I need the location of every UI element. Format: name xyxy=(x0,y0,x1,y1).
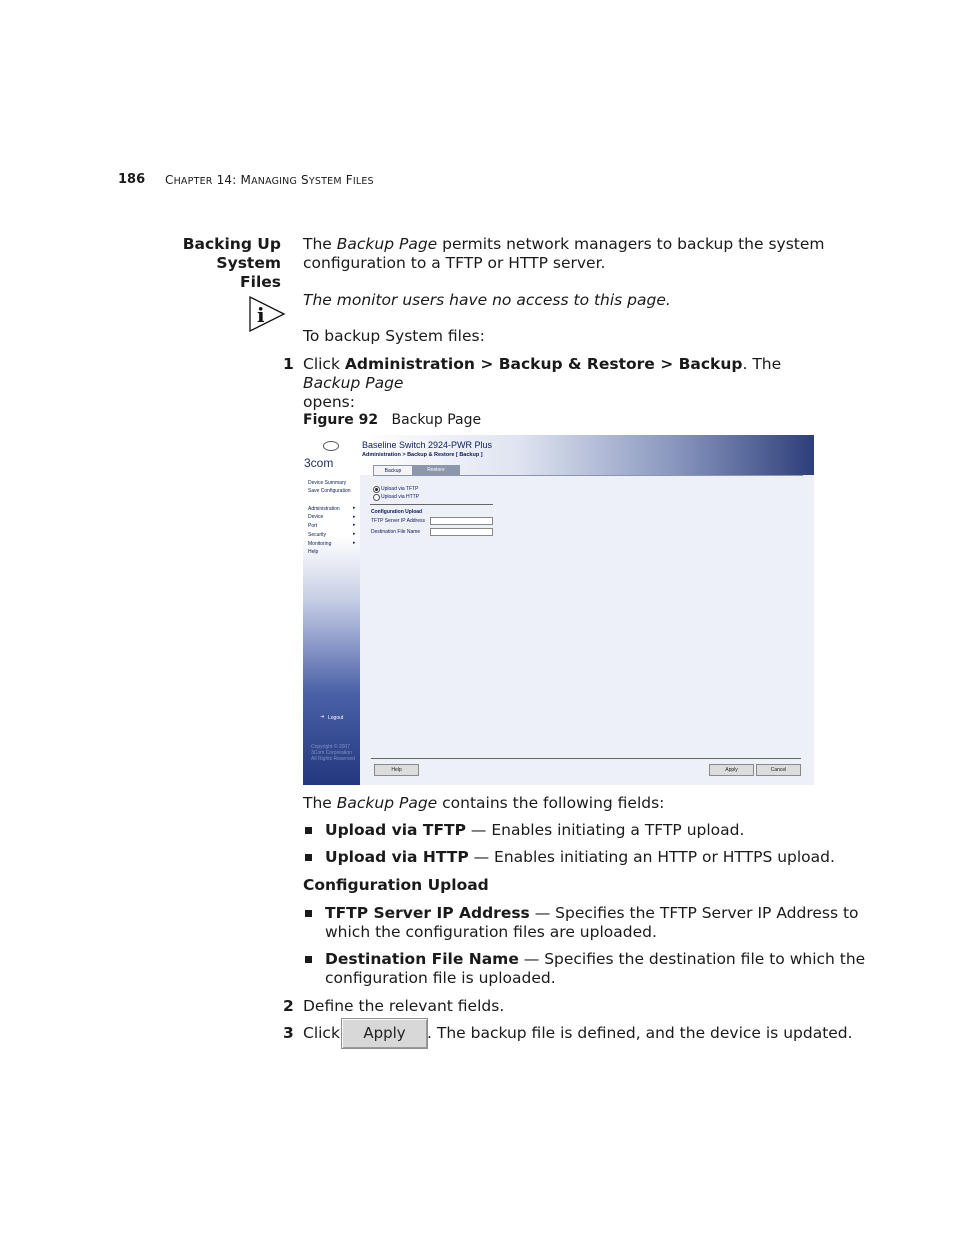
tftp-server-label: TFTP Server IP Address xyxy=(371,518,426,524)
fields-intro: The Backup Page contains the following fields: xyxy=(303,794,665,812)
tab-underline xyxy=(373,475,803,476)
tftp-server-input[interactable] xyxy=(430,517,493,525)
bullet-icon xyxy=(305,827,312,834)
bullet-icon xyxy=(305,956,312,963)
footer-divider xyxy=(371,758,801,759)
screenshot-sidebar xyxy=(303,475,360,785)
chevron-right-icon: ▸ xyxy=(353,505,356,511)
radio-http[interactable] xyxy=(373,494,380,501)
step-2-text: Define the relevant fields. xyxy=(303,997,505,1015)
logout-link[interactable]: Logout xyxy=(328,715,344,721)
radio-tftp-label: Upload via TFTP xyxy=(381,486,419,492)
divider xyxy=(370,504,493,505)
step-3-text: . The backup file is defined, and the device is updated. xyxy=(427,1024,853,1042)
step-1-number: 1 xyxy=(283,355,294,373)
chevron-right-icon: ▸ xyxy=(353,531,356,537)
nav-device-summary[interactable]: Device Summary xyxy=(308,480,347,486)
config-upload-subheading: Configuration Upload xyxy=(303,876,489,894)
logo-swirl-icon xyxy=(323,441,339,451)
bullet-icon xyxy=(305,910,312,917)
nav-port[interactable]: Port xyxy=(308,523,318,529)
to-backup-text: To backup System files: xyxy=(303,327,485,345)
page-number: 186 xyxy=(118,172,146,187)
apply-button-image: Apply xyxy=(341,1018,428,1049)
step-2-number: 2 xyxy=(283,997,294,1015)
bullet-icon xyxy=(305,854,312,861)
copyright-line-1: Copyright © 2007 xyxy=(311,744,350,750)
step-1-text: Click Administration > Backup & Restore > Backup. The Backup Page opens: xyxy=(303,355,782,411)
device-title: Baseline Switch 2924-PWR Plus xyxy=(362,440,493,450)
nav-help[interactable]: Help xyxy=(308,549,319,555)
tab-backup[interactable]: Backup xyxy=(373,465,413,476)
nav-save-configuration[interactable]: Save Configuration xyxy=(308,488,351,494)
help-button[interactable]: Help xyxy=(374,764,419,776)
bullet-tftp-server: TFTP Server IP Address — Specifies the TFTP Server IP Address to which the configuration files are uploaded. xyxy=(325,904,859,941)
nav-device[interactable]: Device xyxy=(308,514,324,520)
chevron-right-icon: ▸ xyxy=(353,522,356,528)
nav-administration[interactable]: Administration xyxy=(308,506,340,512)
destination-file-input[interactable] xyxy=(430,528,493,536)
logout-icon[interactable]: ⇥ xyxy=(320,714,325,720)
intro-paragraph: The Backup Page permits network managers to backup the system configuration to a TFTP or HTTP server. xyxy=(303,235,825,272)
apply-button[interactable]: Apply xyxy=(709,764,754,776)
info-note-icon xyxy=(247,294,287,334)
backup-page-screenshot xyxy=(303,435,814,785)
bullet-destination-file: Destination File Name — Specifies the destination file to which the configuration file is uploaded. xyxy=(325,950,866,987)
bullet-upload-http: Upload via HTTP — Enables initiating an HTTP or HTTPS upload. xyxy=(325,848,835,866)
nav-security[interactable]: Security xyxy=(308,532,327,538)
svg-text:i: i xyxy=(257,303,265,327)
chevron-right-icon: ▸ xyxy=(353,540,356,546)
chapter-title: CHAPTER 14: MANAGING SYSTEM FILES xyxy=(165,173,374,187)
section-heading: Backing Up System Files xyxy=(182,235,281,291)
logo-area xyxy=(303,435,360,475)
nav-monitoring[interactable]: Monitoring xyxy=(308,541,332,547)
figure-caption: Figure 92 Backup Page xyxy=(303,412,482,428)
config-upload-heading: Configuration Upload xyxy=(371,509,423,515)
copyright-line-3: All Rights Reserved xyxy=(311,756,355,762)
step-3-number: 3 xyxy=(283,1024,294,1042)
copyright-line-2: 3Com Corporation xyxy=(311,750,352,756)
step-3-click: Click xyxy=(303,1024,340,1042)
destination-file-label: Destination File Name xyxy=(371,529,421,535)
tab-restore[interactable]: Restore xyxy=(412,465,460,475)
chevron-right-icon: ▸ xyxy=(353,514,356,520)
radio-tftp[interactable] xyxy=(373,486,380,493)
bullet-upload-tftp: Upload via TFTP — Enables initiating a TFTP upload. xyxy=(325,821,745,839)
breadcrumb: Administration > Backup & Restore [ Backup ] xyxy=(362,452,483,458)
radio-http-label: Upload via HTTP xyxy=(381,494,420,500)
logo-3com: 3com xyxy=(304,456,334,470)
cancel-button[interactable]: Cancel xyxy=(756,764,801,776)
note-text: The monitor users have no access to this page. xyxy=(303,291,671,309)
